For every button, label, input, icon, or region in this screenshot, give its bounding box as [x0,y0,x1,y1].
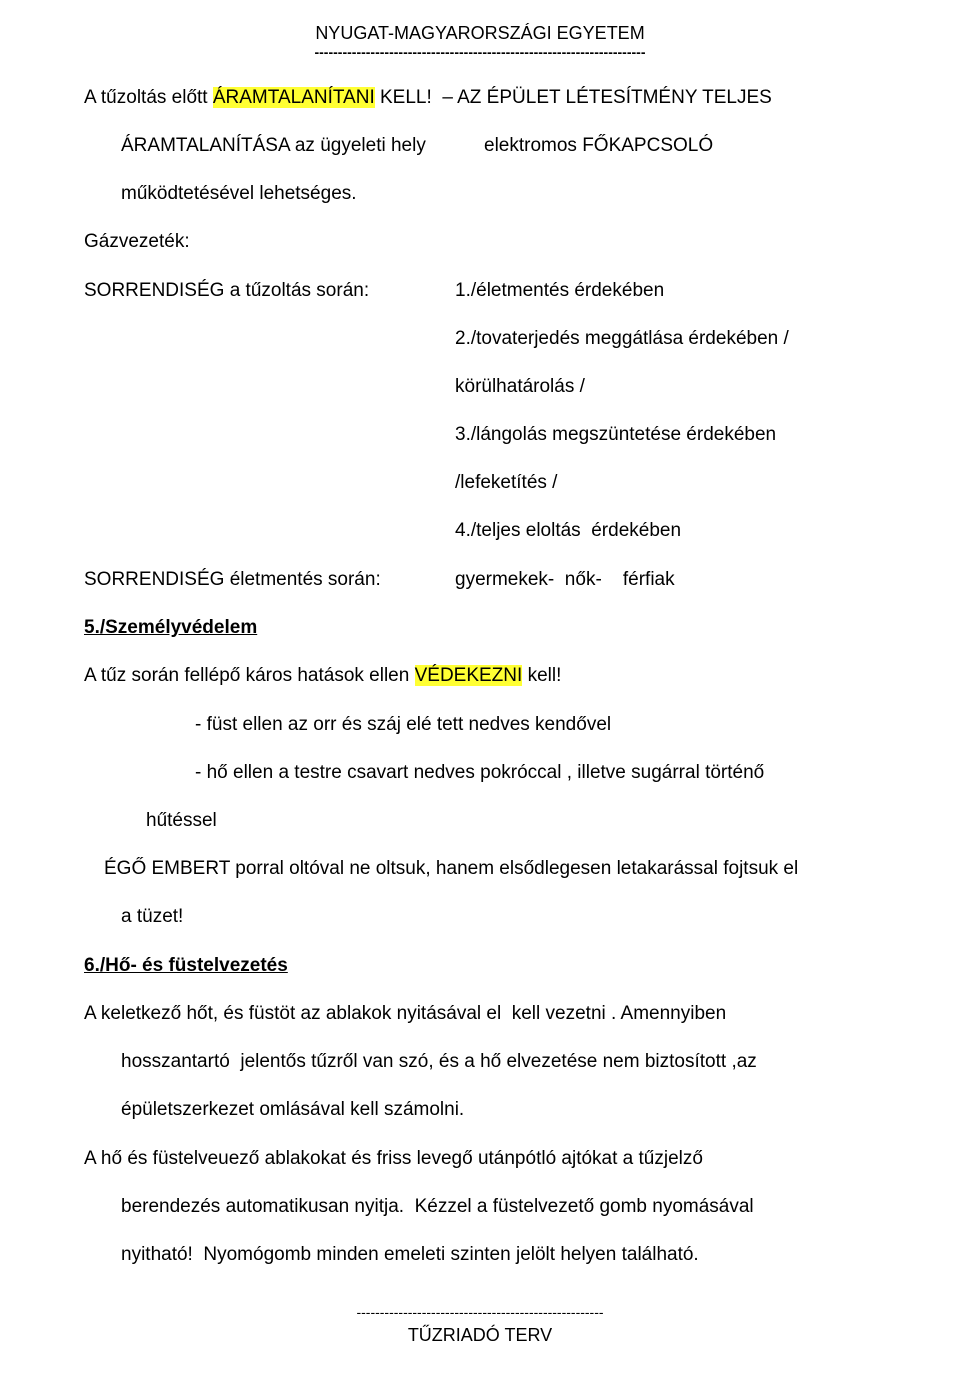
burning-person-line-1: ÉGŐ EMBERT porral oltóval ne oltsuk, hanem elsődlegesen letakarással fojtsuk el [104,858,799,879]
heat-protection-cont: hűtéssel [146,810,217,831]
smoke-vent-p2-line-3: nyitható! Nyomógomb minden emeleti szinten jelölt helyen található. [121,1244,699,1265]
page-header-title: NYUGAT-MAGYARORSZÁGI EGYETEM [315,23,645,43]
page-footer-title: TŰZRIADÓ TERV [407,1325,553,1345]
gas-pipe-label: Gázvezeték: [84,231,190,252]
text-segment: kell! [522,665,562,686]
smoke-vent-p1-line-2: hosszantartó jelentős tűzről van szó, és a hő elvezetése nem biztosított ,az [121,1051,757,1072]
order-item: 4./teljes eloltás érdekében [455,520,682,541]
highlight-defend: VÉDEKEZNI [414,665,523,686]
power-off-line-2a: ÁRAMTALANÍTÁSA az ügyeleti hely [121,135,426,156]
rescue-order-value: gyermekek- nők- férfiak [455,569,675,590]
smoke-vent-p2-line-2: berendezés automatikusan nyitja. Kézzel a füstelvezető gomb nyomásával [121,1196,754,1217]
text-segment: KELL! – AZ ÉPÜLET LÉTESÍTMÉNY TELJES [374,87,772,108]
order-item: 3./lángolás megszüntetése érdekében [455,424,777,445]
text-segment: A tűz során fellépő káros hatások ellen [84,665,415,686]
section-5-intro [84,664,561,688]
section-6-title: 6./Hő- és füstelvezetés [84,955,288,976]
order-item: körülhatárolás / [455,376,585,397]
burning-person-line-2: a tüzet! [121,906,184,927]
power-off-line-3: működtetésével lehetséges. [121,183,357,204]
power-off-line-2b: elektromos FŐKAPCSOLÓ [484,135,714,156]
smoke-vent-p1-line-1: A keletkező hőt, és füstöt az ablakok nyitásával el kell vezetni . Amennyiben [84,1003,727,1024]
smoke-vent-p2-line-1: A hő és füstelveuező ablakokat és friss levegő utánpótló ajtókat a tűzjelző [84,1148,703,1169]
order-item: 1./életmentés érdekében [455,280,665,301]
smoke-protection: - füst ellen az orr és száj elé tett nedves kendővel [195,714,612,735]
power-off-line-1 [84,86,772,110]
header-rule: ----------------------------------------------------------------------- [314,44,646,60]
order-item: /lefeketítés / [455,472,558,493]
highlight-power-off: ÁRAMTALANÍTANI [212,87,375,108]
order-item: 2./tovaterjedés meggátlása érdekében / [455,328,789,349]
smoke-vent-p1-line-3: épületszerkezet omlásával kell számolni. [121,1099,465,1120]
heat-protection: - hő ellen a testre csavart nedves pokróccal , illetve sugárral történő [195,762,765,783]
section-5-title: 5./Személyvédelem [84,617,258,638]
rescue-order-label: SORRENDISÉG életmentés során: [84,569,381,590]
footer-rule: ----------------------------------------------------- [356,1304,604,1320]
firefighting-order-label: SORRENDISÉG a tűzoltás során: [84,280,370,301]
text-segment: A tűzoltás előtt [84,87,213,108]
